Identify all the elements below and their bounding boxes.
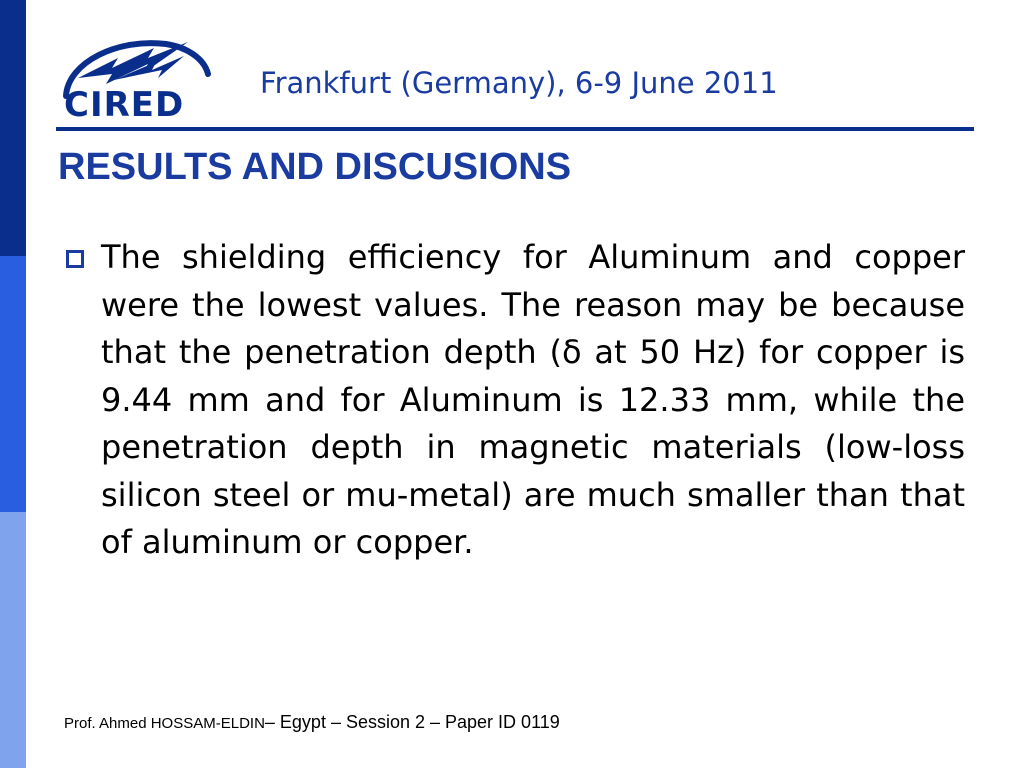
slide-heading: RESULTS AND DISCUSIONS xyxy=(58,146,572,188)
hollow-square-bullet-icon xyxy=(66,250,84,268)
header-title: Frankfurt (Germany), 6-9 June 2011 xyxy=(260,66,778,100)
header-divider xyxy=(56,127,974,131)
logo-wordmark: CIRED xyxy=(64,85,185,120)
side-bar-bottom xyxy=(0,512,26,768)
bullet-paragraph: The shielding efficiency for Aluminum and copper were the lowest values. The reason may be because that the penetration depth (δ at 50 Hz) for copper is 9.44 mm and for Aluminum is 12.33 mm, while the penetration depth in magnetic materials (low-loss silicon steel or mu-metal) are much smaller than that of aluminum or copper. xyxy=(101,238,965,561)
cired-logo xyxy=(58,34,218,120)
footer-session: – Egypt – Session 2 – Paper ID 0119 xyxy=(264,712,560,732)
side-bar-middle xyxy=(0,256,26,512)
side-bar-top xyxy=(0,0,26,256)
footer xyxy=(64,712,560,733)
footer-author: Prof. Ahmed HOSSAM-ELDIN xyxy=(64,715,265,732)
